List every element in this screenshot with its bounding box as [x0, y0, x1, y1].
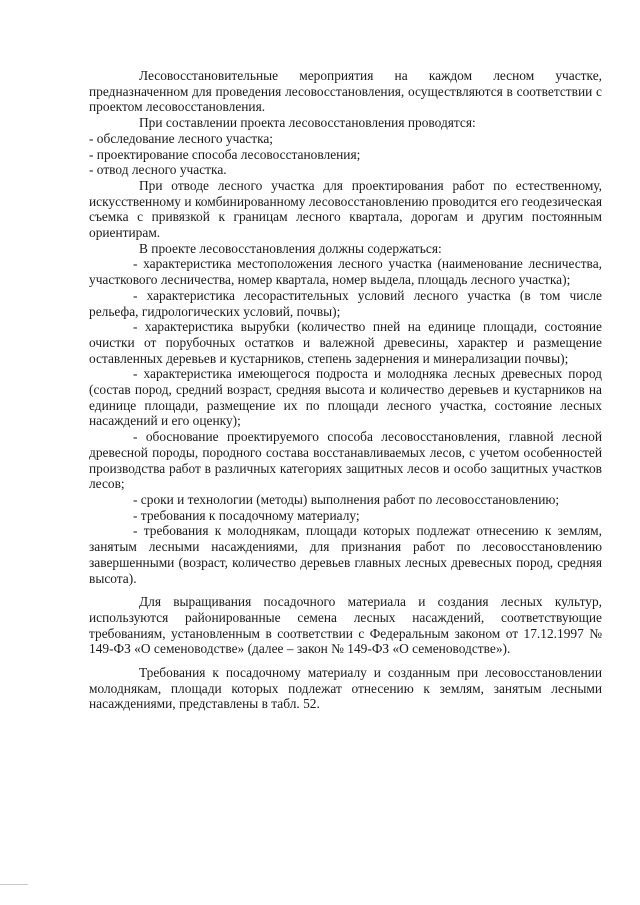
list-item: - проектирование способа лесовосстановления;	[89, 146, 361, 162]
list-item: - обоснование проектируемого способа лесовосстановления, главной лесной древесной породы, породного состава восстанавливаемых лесов, с учетом особенностей производства работ в различных категориях защитных лесов и особо защитных участков лесов;	[89, 429, 602, 492]
list-item: - обследование лесного участка;	[89, 130, 274, 146]
paragraph-project-contents-heading: В проекте лесовосстановления должны содержаться:	[139, 240, 442, 256]
list-item: - характеристика вырубки (количество пней на единице площади, состояние очистки от порубочных остатков и валежной древесины, характер и размещение оставленных деревьев и кустарников, степень задернения и минерализации почвы);	[89, 319, 602, 366]
page-edge-mark	[0, 884, 28, 885]
list-item: - требования к посадочному материалу;	[133, 507, 360, 523]
paragraph-survey: При отводе лесного участка для проектирования работ по естественному, искусственному и комбинированному лесовосстановлению проводится его геодезическая съемка с привязкой к границам лесного квартала, дорогам и другим постоянным ориентирам.	[89, 177, 602, 241]
paragraph-intro: Лесовосстановительные мероприятия на каждом лесном участке, предназначенном для проведения лесовосстановления, осуществляются в соответствии с проектом лесовосстановления.	[89, 68, 602, 115]
document-body	[89, 68, 602, 712]
list-item: - сроки и технологии (методы) выполнения работ по лесовосстановлению;	[133, 491, 560, 507]
paragraph-requirements: Требования к посадочному материалу и созданным при лесовосстановлении молоднякам, площади которых подлежат отнесению к землям, занятым лесными насаждениями, представлены в табл. 52.	[89, 665, 602, 712]
list-item: - характеристика местоположения лесного участка (наименование лесничества, участкового лесничества, номер квартала, номер выдела, площадь лесного участка);	[89, 256, 602, 288]
paragraph-seeds: Для выращивания посадочного материала и создания лесных культур, используются районированные семена лесных насаждений, соответствующие требованиям, установленным в соответствии с Федеральным законом от 17.12.1997 № 149-ФЗ «О семеноводстве» (далее – закон № 149-ФЗ «О семеноводстве»).	[89, 594, 602, 657]
list-item: - требования к молоднякам, площади которых подлежат отнесению к землям, занятым лесными насаждениями, для признания работ по лесовосстановлению завершенными (возраст, количество деревьев главных лесных древесных пород, средняя высота).	[89, 523, 602, 586]
list-item: - отвод лесного участка.	[89, 162, 227, 178]
paragraph-project-steps-heading: При составлении проекта лесовосстановления проводятся:	[139, 115, 476, 131]
list-item: - характеристика имеющегося подроста и молодняка лесных древесных пород (состав пород, средний возраст, средняя высота и количество деревьев и кустарников на единице площади, размещение их по площади лесного участка, состояние лесных насаждений и его оценку);	[89, 366, 602, 429]
list-item: - характеристика лесорастительных условий лесного участка (в том числе рельефа, гидрологических условий, почвы);	[89, 287, 602, 319]
